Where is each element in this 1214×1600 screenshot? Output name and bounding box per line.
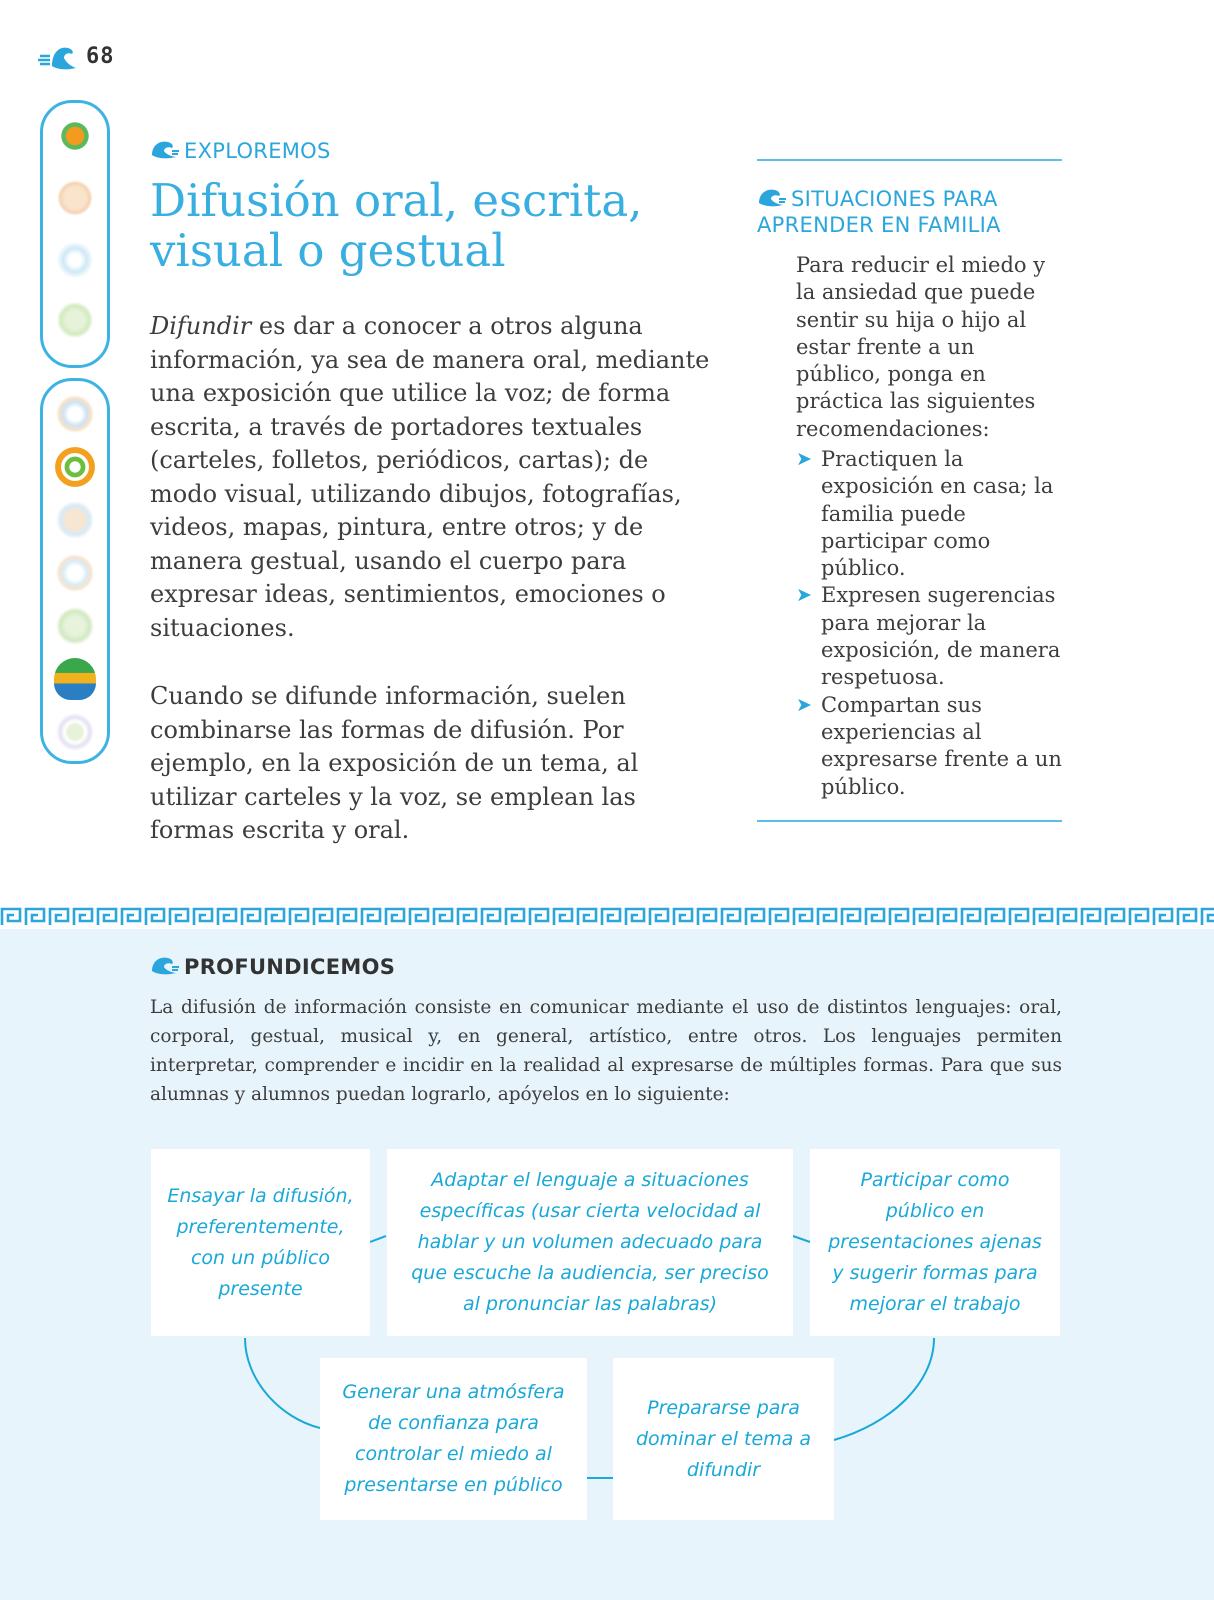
bird-logo-icon	[36, 42, 78, 74]
side-symbol-icon	[54, 446, 96, 488]
paragraph-combination: Cuando se difunde información, suelen combinarse las formas de difusión. Por ejemplo, en la exposición de un tema, al utilizar carteles y la voz, se emplean las formas escrita y oral.	[150, 682, 639, 844]
definition-text: es dar a conocer a otros alguna información, ya sea de manera oral, mediante una exposición que utilice la voz; de forma escrita, a través de portadores textuales (carteles, folletos, periódicos, cartas); de modo visual, utilizando dibujos, fotografías, videos, mapas, pintura, entre otros; y de manera gestual, usando el cuerpo para expresar ideas, sentimientos, emociones o situaciones.	[150, 312, 710, 642]
side-symbol-icon	[54, 711, 96, 753]
side-symbol-icon	[54, 115, 96, 157]
side-symbol-icon	[54, 658, 96, 700]
family-intro: Para reducir el miedo y la ansiedad que puede sentir su hija o hijo al estar frente a un público, ponga en práctica las siguientes recomendaciones:	[796, 253, 1046, 441]
explore-kicker	[150, 139, 331, 163]
term-difundir: Difundir	[150, 312, 252, 340]
list-item: ➤ Practiquen la exposición en casa; la familia puede participar como público.	[796, 447, 1054, 581]
arrow-bullet-icon: ➤	[796, 448, 812, 470]
arrow-bullet-icon: ➤	[796, 693, 812, 716]
page-title: Difusión oral, escrita, visual o gestual	[150, 174, 643, 277]
side-symbol-icon	[54, 499, 96, 541]
family-kicker-label: SITUACIONES PARA APRENDER EN FAMILIA	[757, 187, 1001, 237]
side-symbol-icon	[54, 393, 96, 435]
arrow-bullet-icon: ➤	[796, 584, 812, 607]
side-symbol-icon	[54, 299, 96, 341]
bird-kicker-icon	[150, 139, 180, 161]
card-participate-audience: Participar como público en presentaciones ajenas y sugerir formas para mejorar el trabajo	[810, 1149, 1060, 1336]
list-item: ➤ Expresen sugerencias para mejorar la exposición, de manera respetuosa.	[796, 583, 1061, 690]
family-recommendations	[796, 446, 1066, 801]
side-symbol-icon	[54, 552, 96, 594]
card-prepare-topic: Prepararse para dominar el tema a difundir	[613, 1358, 834, 1520]
card-confidence: Generar una atmósfera de confianza para controlar el miedo al presentarse en público	[320, 1358, 587, 1520]
side-symbol-icon	[54, 177, 96, 219]
explore-kicker-label: EXPLOREMOS	[184, 139, 331, 163]
side-symbol-icon	[54, 605, 96, 647]
deepen-kicker	[150, 955, 395, 979]
side-symbol-icon	[54, 239, 96, 281]
family-kicker	[757, 186, 1062, 238]
list-item: ➤ Compartan sus experiencias al expresarse frente a un público.	[796, 692, 1062, 799]
greek-pattern-band	[0, 905, 1214, 929]
page-number: 68	[86, 44, 115, 69]
paragraph-definition	[150, 310, 720, 645]
sidebar-bottom-divider	[757, 820, 1062, 822]
bird-kicker-icon	[757, 187, 787, 209]
card-rehearse: Ensayar la difusión, preferentemente, con un público presente	[151, 1149, 370, 1336]
sidebar-top-divider	[757, 159, 1062, 161]
card-adapt-language: Adaptar el lenguaje a situaciones específicas (usar cierta velocidad al hablar y un volumen adecuado para que escuche la audiencia, ser preciso al pronunciar las palabras)	[387, 1149, 793, 1336]
bird-kicker-icon	[150, 955, 180, 977]
side-nav-top	[40, 100, 110, 368]
deepen-text: La difusión de información consiste en comunicar mediante el uso de distintos lenguajes: oral, corporal, gestual, musical y, en general, artístico, entre otros. Los lenguajes permiten interpretar, comprender e incidir en la realidad al expresarse de múltiples formas. Para que sus alumnas y alumnos puedan lograrlo, apóyelos en lo siguiente:	[150, 997, 1062, 1105]
deepen-kicker-label: PROFUNDICEMOS	[184, 955, 396, 979]
side-nav-bottom	[40, 378, 110, 764]
